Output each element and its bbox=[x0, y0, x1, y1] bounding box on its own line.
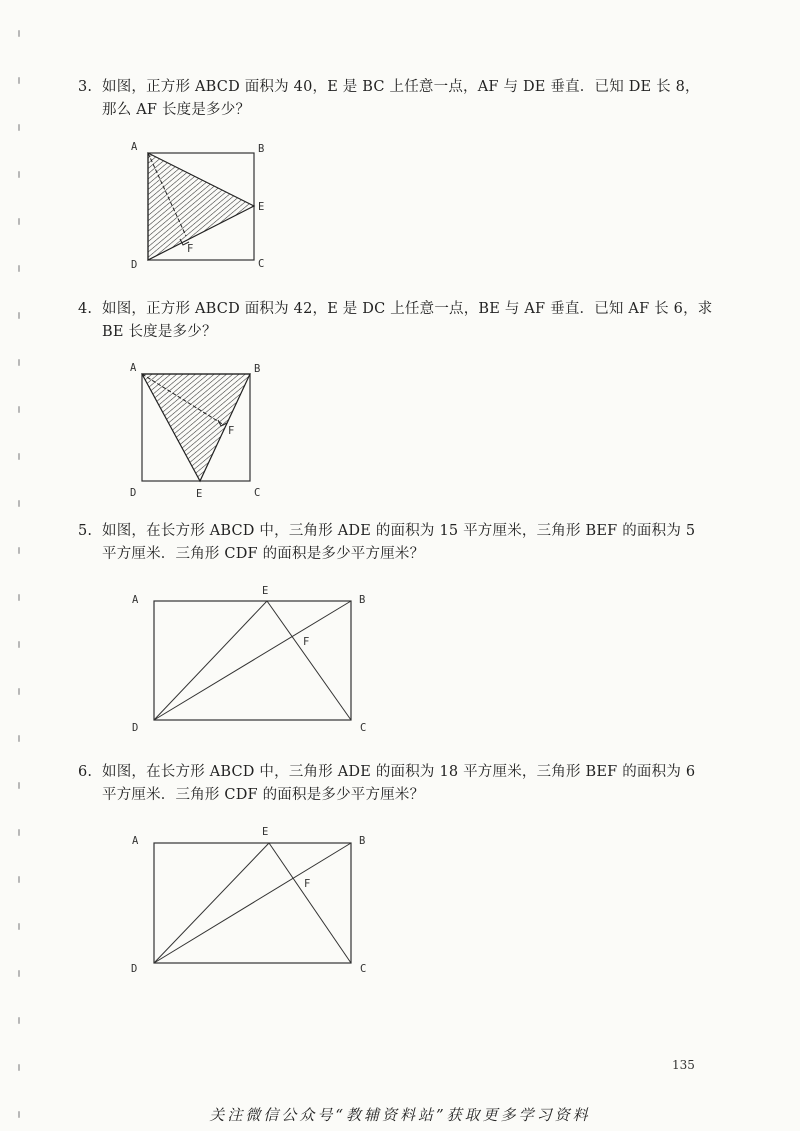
label-f: F bbox=[187, 243, 194, 255]
label-c: C bbox=[360, 963, 367, 975]
label-a: A bbox=[131, 141, 138, 153]
segment-db bbox=[154, 843, 351, 963]
label-a: A bbox=[132, 594, 139, 606]
label-d: D bbox=[130, 487, 137, 499]
label-c: C bbox=[258, 258, 265, 270]
label-e: E bbox=[196, 488, 203, 500]
label-e: E bbox=[262, 826, 269, 838]
label-a: A bbox=[132, 835, 139, 847]
page-number: 135 bbox=[672, 1058, 695, 1072]
problem-6-line-2: 平方厘米．三角形 CDF 的面积是多少平方厘米？ bbox=[102, 787, 425, 803]
label-d: D bbox=[132, 722, 139, 734]
figure-5 bbox=[132, 585, 366, 734]
label-d: D bbox=[131, 963, 138, 975]
label-a: A bbox=[130, 362, 137, 374]
segment-ec bbox=[267, 601, 351, 720]
label-e: E bbox=[258, 201, 265, 213]
label-c: C bbox=[360, 722, 367, 734]
shaded-triangle-ade bbox=[148, 153, 254, 260]
footer-notice: 关注微信公众号“教辅资料站”获取更多学习资料 bbox=[209, 1106, 591, 1124]
problem-3-line-2: 那么 AF 长度是多少？ bbox=[102, 102, 251, 118]
problem-text: 如图，正方形 ABCD 面积为 40，E 是 BC 上任意一点，AF 与 DE 垂直．已知 DE 长 8， bbox=[102, 79, 700, 95]
problem-5-line-2: 平方厘米．三角形 CDF 的面积是多少平方厘米？ bbox=[102, 546, 425, 562]
label-f: F bbox=[303, 636, 310, 648]
segment-de bbox=[154, 601, 267, 720]
figure-4 bbox=[130, 362, 260, 500]
label-e: E bbox=[262, 585, 269, 597]
label-b: B bbox=[254, 363, 261, 375]
problem-4-line-2: BE 长度是多少？ bbox=[102, 324, 217, 340]
label-b: B bbox=[258, 143, 265, 155]
problem-text: 如图，在长方形 ABCD 中，三角形 ADE 的面积为 18 平方厘米，三角形 BEF 的面积为 6 bbox=[102, 764, 696, 780]
figure-3 bbox=[131, 141, 264, 271]
problem-number: 3. bbox=[78, 79, 93, 95]
label-b: B bbox=[359, 594, 366, 606]
label-c: C bbox=[254, 487, 261, 499]
problem-number: 5. bbox=[78, 523, 93, 539]
label-f: F bbox=[304, 878, 311, 890]
segment-db bbox=[154, 601, 351, 720]
figure-6 bbox=[131, 826, 366, 975]
segment-ec bbox=[269, 843, 351, 963]
problem-number: 4. bbox=[78, 301, 93, 317]
label-d: D bbox=[131, 259, 138, 271]
problem-number: 6. bbox=[78, 764, 93, 780]
label-f: F bbox=[228, 425, 235, 437]
problem-text: 如图，正方形 ABCD 面积为 42，E 是 DC 上任意一点，BE 与 AF 垂直．已知 AF 长 6，求 bbox=[102, 301, 713, 317]
label-b: B bbox=[359, 835, 366, 847]
problem-text: 如图，在长方形 ABCD 中，三角形 ADE 的面积为 15 平方厘米，三角形 BEF 的面积为 5 bbox=[102, 523, 696, 539]
